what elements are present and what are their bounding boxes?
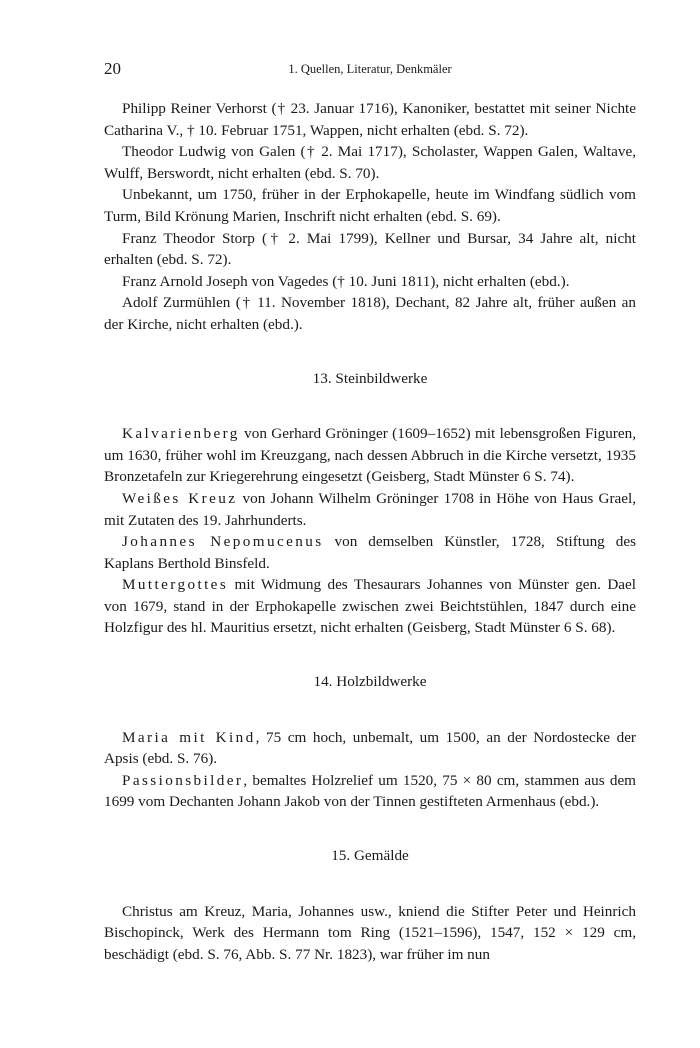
paragraph-entry [104, 727, 636, 770]
section-heading-steinbildwerke: 13. Steinbildwerke [312, 369, 428, 387]
entry-term: Passionsbilder [122, 771, 244, 789]
entry-text: , 75 cm hoch, unbemalt, um 1500, an der Nordostecke der Apsis (ebd. S. 76). [104, 728, 636, 768]
body-text [104, 98, 636, 965]
section-heading-holzbildwerke: 14. Holzbildwerke [313, 673, 427, 691]
paragraph-entry [104, 423, 636, 488]
entry-text: von demselben Künstler, 1728, Stiftung des Kaplans Berthold Binsfeld. [104, 533, 636, 572]
paragraph-epitaph: Adolf Zurmühlen († 11. November 1818), Dechant, 82 Jahre alt, früher außen an der Kirche, nicht erhalten (ebd.). [104, 294, 636, 333]
spacer [104, 336, 636, 368]
paragraph-entry [104, 574, 636, 639]
section-heading-gemaelde: 15. Gemälde [331, 847, 409, 865]
paragraph-epitaph: Franz Arnold Joseph von Vagedes († 10. Juni 1811), nicht erhalten (ebd.). [122, 272, 570, 290]
entry-term: Maria mit Kind [122, 728, 256, 746]
page-number: 20 [104, 59, 121, 78]
paragraph-entry [104, 488, 636, 531]
running-head [104, 58, 636, 80]
entry-term: Johannes Nepomucenus [122, 533, 324, 551]
running-head-title: 1. Quellen, Literatur, Denkmäler [288, 62, 452, 76]
spacer [104, 867, 636, 901]
spacer [104, 813, 636, 845]
paragraph-epitaph: Theodor Ludwig von Galen († 2. Mai 1717), Scholaster, Wappen Galen, Waltave, Wulff, Berswordt, nicht erhalten (ebd. S. 70). [104, 143, 636, 182]
paragraph-epitaph: Philipp Reiner Verhorst († 23. Januar 1716), Kanoniker, bestattet mit seiner Nichte Catharina V., † 10. Februar 1751, Wappen, nicht erhalten (ebd. S. 72). [104, 100, 636, 139]
spacer [104, 389, 636, 423]
paragraph-epitaph: Unbekannt, um 1750, früher in der Erphokapelle, heute im Windfang südlich vom Turm, Bild Krönung Marien, Inschrift nicht erhalten (ebd. S. 69). [104, 186, 636, 225]
paragraph-entry: Christus am Kreuz, Maria, Johannes usw., kniend die Stifter Peter und Heinrich Bischopinck, Werk des Hermann tom Ring (1521–1596), 1547, 152 × 129 cm, beschädigt (ebd. S. 76, Abb. S. 77 Nr. 1823), war früher im nun [104, 902, 636, 963]
entry-term: Kalvarienberg [122, 425, 240, 443]
spacer [104, 693, 636, 727]
entry-text: , bemaltes Holzrelief um 1520, 75 × 80 cm, stammen aus dem 1699 vom Dechanten Johann Jakob von der Tinnen gestifteten Armenhaus (ebd.). [104, 771, 636, 811]
entry-text: von Johann Wilhelm Gröninger 1708 in Höhe von Haus Grael, mit Zutaten des 19. Jahrhunderts. [104, 489, 636, 529]
paragraph-entry [104, 770, 636, 813]
paragraph-entry [104, 531, 636, 574]
entry-text: von Gerhard Gröninger (1609–1652) mit lebensgroßen Figuren, um 1630, früher wohl im Kreuzgang, nach dessen Abbruch in die Kirche versetzt, 1935 Bronzetafeln zur Kriegerehrung eingesetzt (Geisberg, Stadt Münster 6 S. 74). [104, 425, 636, 486]
entry-text: mit Widmung des Thesaurars Johannes von Münster gen. Dael von 1679, stand in der Erphokapelle zwischen zwei Beichtstühlen, 1847 durch eine Holzfigur des hl. Mauritius ersetzt, nicht erhalten (Geisberg, Stadt Münster 6 S. 68). [104, 576, 636, 637]
spacer [104, 639, 636, 671]
paragraph-epitaph: Franz Theodor Storp († 2. Mai 1799), Kellner und Bursar, 34 Jahre alt, nicht erhalten (ebd. S. 72). [104, 229, 636, 269]
entry-term: Muttergottes [122, 576, 229, 594]
entry-term: Weißes Kreuz [122, 489, 238, 507]
